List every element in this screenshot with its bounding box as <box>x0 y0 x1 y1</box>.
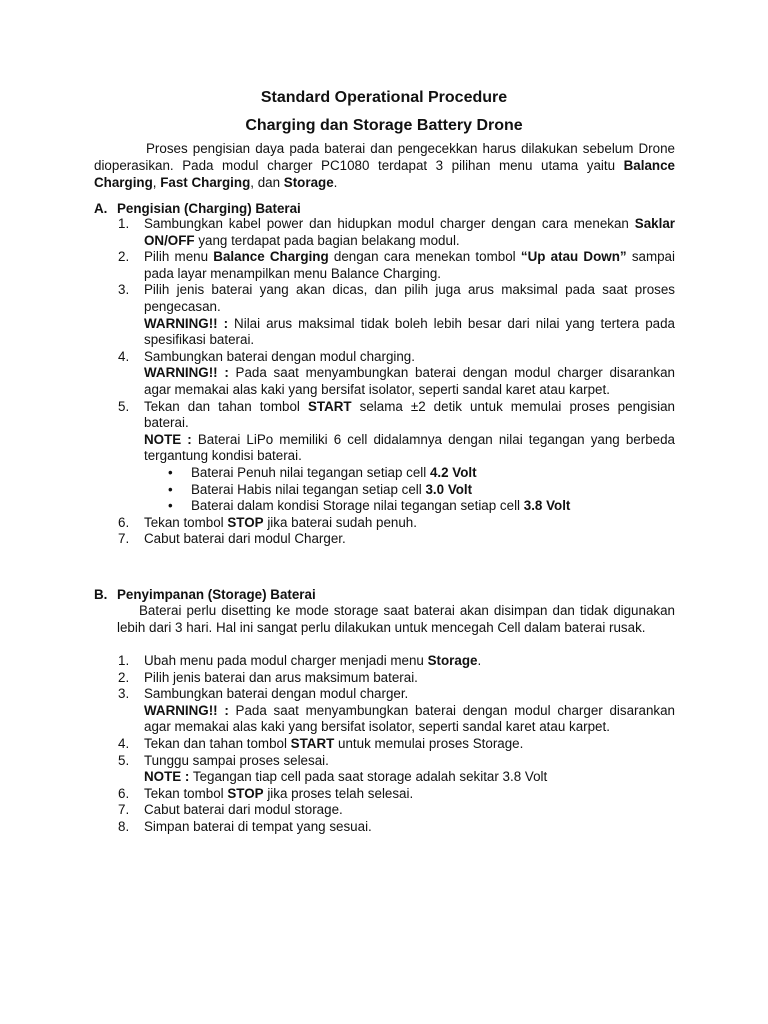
list-item: 6. Tekan tombol STOP jika baterai sudah penuh. <box>118 514 417 530</box>
section-b-heading: B. Penyimpanan (Storage) Baterai <box>94 587 316 602</box>
section-a-steps <box>94 216 675 548</box>
list-item: 3. Sambungkan baterai dengan modul charger. WARNING!! : Pada saat menyambungkan baterai dengan modul charger disarankan agar memakai alas kaki yang bersifat isolator, seperti sandal karet atau karpet. <box>118 686 675 735</box>
list-item: 7. Cabut baterai dari modul storage. <box>118 802 343 818</box>
list-item: 4. Sambungkan baterai dengan modul charging. WARNING!! : Pada saat menyambungkan baterai dengan modul charger disarankan agar memakai alas kaki yang bersifat isolator, seperti sandal karet atau karpet. <box>118 348 675 397</box>
bullet-item: • Baterai Penuh nilai tegangan setiap cell 4.2 Volt <box>168 464 477 480</box>
list-item: 6. Tekan tombol STOP jika proses telah selesai. <box>118 785 414 801</box>
list-item: 5. Tekan dan tahan tombol START selama ±2 detik untuk memulai proses pengisian baterai. NOTE : Baterai LiPo memiliki 6 cell didalamnya dengan nilai tegangan yang berbeda tergantung kondisi baterai. • Baterai Penuh nilai tegangan setiap cell 4.2 Volt • Baterai Habis nilai tegangan setiap cell 3.0 Volt • Baterai dalam kondisi Storage nilai tegangan setiap cell 3.8 Volt <box>118 398 676 514</box>
section-a-heading: A. Pengisian (Charging) Baterai <box>94 201 301 216</box>
list-item: 2. Pilih jenis baterai dan arus maksimum baterai. <box>118 669 418 685</box>
list-item: 3. Pilih jenis baterai yang akan dicas, dan pilih juga arus maksimal pada saat proses pengecasan. WARNING!! : Nilai arus maksimal tidak boleh lebih besar dari nilai yang tertera pada spesifikasi baterai. <box>118 282 675 348</box>
list-item: 1. Sambungkan kabel power dan hidupkan modul charger dengan cara menekan Saklar ON/OFF yang terdapat pada bagian belakang modul. <box>118 216 675 248</box>
bullet-item: • Baterai Habis nilai tegangan setiap cell 3.0 Volt <box>168 481 473 497</box>
list-item: 2. Pilih menu Balance Charging dengan cara menekan tombol “Up atau Down” sampai pada layar menampilkan menu Balance Charging. <box>118 249 675 281</box>
section-b-intro: Baterai perlu disetting ke mode storage saat baterai akan disimpan dan tidak digunakan lebih dari 3 hari. Hal ini sangat perlu dilakukan untuk mencegah Cell dalam baterai rusak. <box>117 603 675 635</box>
voltage-bullets <box>144 465 675 515</box>
list-item: 7. Cabut baterai dari modul Charger. <box>118 531 346 547</box>
list-item: 5. Tunggu sampai proses selesai. NOTE : Tegangan tiap cell pada saat storage adalah sekitar 3.8 Volt <box>118 752 548 785</box>
section-b-steps <box>94 653 675 836</box>
list-item: 8. Simpan baterai di tempat yang sesuai. <box>118 818 372 834</box>
list-item: 4. Tekan dan tahan tombol START untuk memulai proses Storage. <box>118 735 524 751</box>
list-item: 1. Ubah menu pada modul charger menjadi menu Storage. <box>118 653 482 668</box>
document-title: Standard Operational Procedure <box>260 89 508 106</box>
intro-paragraph: Proses pengisian daya pada baterai dan pengecekkan harus dilakukan sebelum Drone dioperasikan. Pada modul charger PC1080 terdapat 3 pilihan menu utama yaitu Balance Charging, Fast Charging, dan Storage. <box>94 141 675 190</box>
bullet-item: • Baterai dalam kondisi Storage nilai tegangan setiap cell 3.8 Volt <box>168 498 571 514</box>
document-subtitle: Charging dan Storage Battery Drone <box>245 117 523 134</box>
